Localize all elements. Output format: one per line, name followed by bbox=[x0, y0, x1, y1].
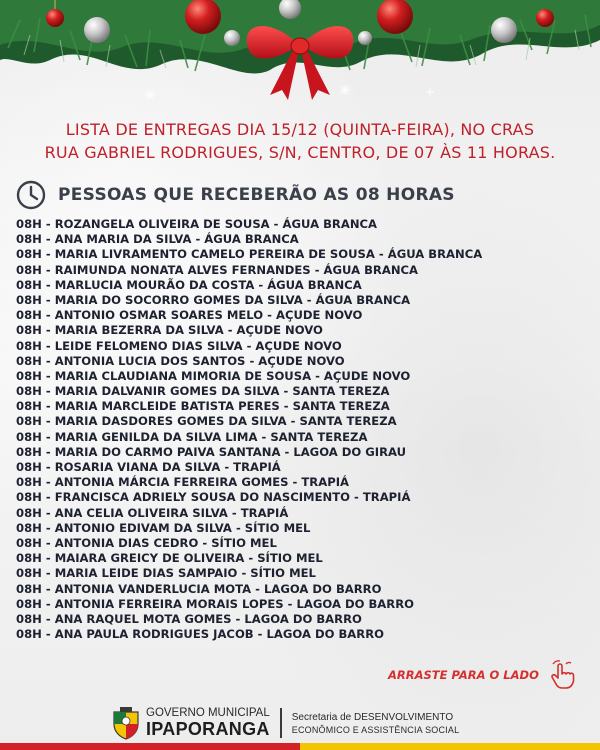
list-item: 08H - ANA PAULA RODRIGUES JACOB - LAGOA DO BARRO bbox=[16, 627, 384, 642]
list-item: 08H - MARIA DO CARMO PAIVA SANTANA - LAGOA DO GIRAU bbox=[16, 444, 407, 459]
list-item: 08H - MARIA BEZERRA DA SILVA - AÇUDE NOVO bbox=[16, 323, 323, 338]
heading-line-2: RUA GABRIEL RODRIGUES, S/N, CENTRO, DE 07 ÀS 11 HORAS. bbox=[44, 143, 556, 162]
list-item: 08H - MARIA DASDORES GOMES DA SILVA - SANTA TEREZA bbox=[16, 414, 397, 429]
list-item: 08H - ANTONIA FERREIRA MORAIS LOPES - LAGOA DO BARRO bbox=[16, 596, 414, 611]
hand-swipe-icon bbox=[547, 660, 577, 690]
list-item: 08H - FRANCISCA ADRIELY SOUSA DO NASCIMENTO - TRAPIÁ bbox=[16, 490, 411, 505]
recipients-list bbox=[16, 217, 591, 642]
list-item: 08H - ROZANGELA OLIVEIRA DE SOUSA - ÁGUA BRANCA bbox=[16, 217, 378, 231]
list-item: 08H - MARIA DALVANIR GOMES DA SILVA - SANTA TEREZA bbox=[16, 384, 390, 399]
municipal-crest-icon bbox=[110, 706, 142, 740]
list-item: 08H - ANTONIA MÁRCIA FERREIRA GOMES - TRAPIÁ bbox=[16, 475, 349, 490]
list-item: 08H - MARIA GENILDA DA SILVA LIMA - SANTA TEREZA bbox=[16, 429, 368, 444]
city-name: IPAPORANGA bbox=[146, 719, 270, 739]
list-item: 08H - MAIARA GREICY DE OLIVEIRA - SÍTIO MEL bbox=[16, 551, 323, 566]
heading-line-1: LISTA DE ENTREGAS DIA 15/12 (QUINTA-FEIRA), NO CRAS bbox=[65, 120, 535, 139]
christmas-garland-decoration bbox=[0, 0, 600, 105]
government-name bbox=[146, 707, 270, 739]
government-label: GOVERNO MUNICIPAL bbox=[146, 707, 270, 719]
section-title bbox=[16, 180, 586, 210]
list-item: 08H - MARIA CLAUDIANA MIMORIA DE SOUSA - AÇUDE NOVO bbox=[16, 368, 411, 383]
list-item: 08H - ANTONIA DIAS CEDRO - SÍTIO MEL bbox=[16, 535, 277, 550]
list-item: 08H - LEIDE FELOMENO DIAS SILVA - AÇUDE NOVO bbox=[16, 338, 342, 353]
swipe-hint[interactable] bbox=[388, 660, 577, 690]
footer bbox=[0, 700, 600, 750]
list-item: 08H - ANA CELIA OLIVEIRA SILVA - TRAPIÁ bbox=[16, 505, 289, 520]
list-item: 08H - ROSARIA VIANA DA SILVA - TRAPIÁ bbox=[16, 460, 281, 474]
delivery-heading bbox=[0, 118, 600, 164]
list-item: 08H - ANTONIA LUCIA DOS SANTOS - AÇUDE NOVO bbox=[16, 353, 345, 368]
footer-divider bbox=[280, 708, 282, 738]
secretariat-name bbox=[292, 711, 460, 736]
list-item: 08H - MARIA DO SOCORRO GOMES DA SILVA - ÁGUA BRANCA bbox=[16, 292, 411, 307]
list-item: 08H - ANTONIA VANDERLUCIA MOTA - LAGOA DO BARRO bbox=[16, 581, 382, 596]
list-item: 08H - MARLUCIA MOURÃO DA COSTA - ÁGUA BRANCA bbox=[16, 277, 362, 292]
list-item: 08H - ANTONIO EDIVAM DA SILVA - SÍTIO MEL bbox=[16, 520, 311, 535]
clock-icon bbox=[16, 180, 46, 210]
list-item: 08H - MARIA MARCLEIDE BATISTA PERES - SANTA TEREZA bbox=[16, 399, 390, 414]
list-item: 08H - ANA RAQUEL MOTA GOMES - LAGOA DO BARRO bbox=[16, 611, 362, 626]
list-item: 08H - ANTONIO OSMAR SOARES MELO - AÇUDE NOVO bbox=[16, 308, 363, 323]
color-stripe bbox=[0, 743, 600, 750]
list-item: 08H - MARIA LIVRAMENTO CAMELO PEREIRA DE SOUSA - ÁGUA BRANCA bbox=[16, 247, 483, 262]
secretariat-line-2: ECONÔMICO E ASSISTÊNCIA SOCIAL bbox=[291, 724, 460, 735]
list-item: 08H - ANA MARIA DA SILVA - ÁGUA BRANCA bbox=[16, 232, 299, 247]
swipe-hint-label: ARRASTE PARA O LADO bbox=[388, 668, 539, 682]
secretariat-line-1: Secretaria de DESENVOLVIMENTO bbox=[291, 711, 454, 723]
section-title-text: PESSOAS QUE RECEBERÃO AS 08 HORAS bbox=[58, 185, 455, 205]
list-item: 08H - MARIA LEIDE DIAS SAMPAIO - SÍTIO MEL bbox=[16, 566, 316, 581]
footer-logos bbox=[110, 705, 459, 741]
list-item: 08H - RAIMUNDA NONATA ALVES FERNANDES - ÁGUA BRANCA bbox=[16, 262, 419, 277]
